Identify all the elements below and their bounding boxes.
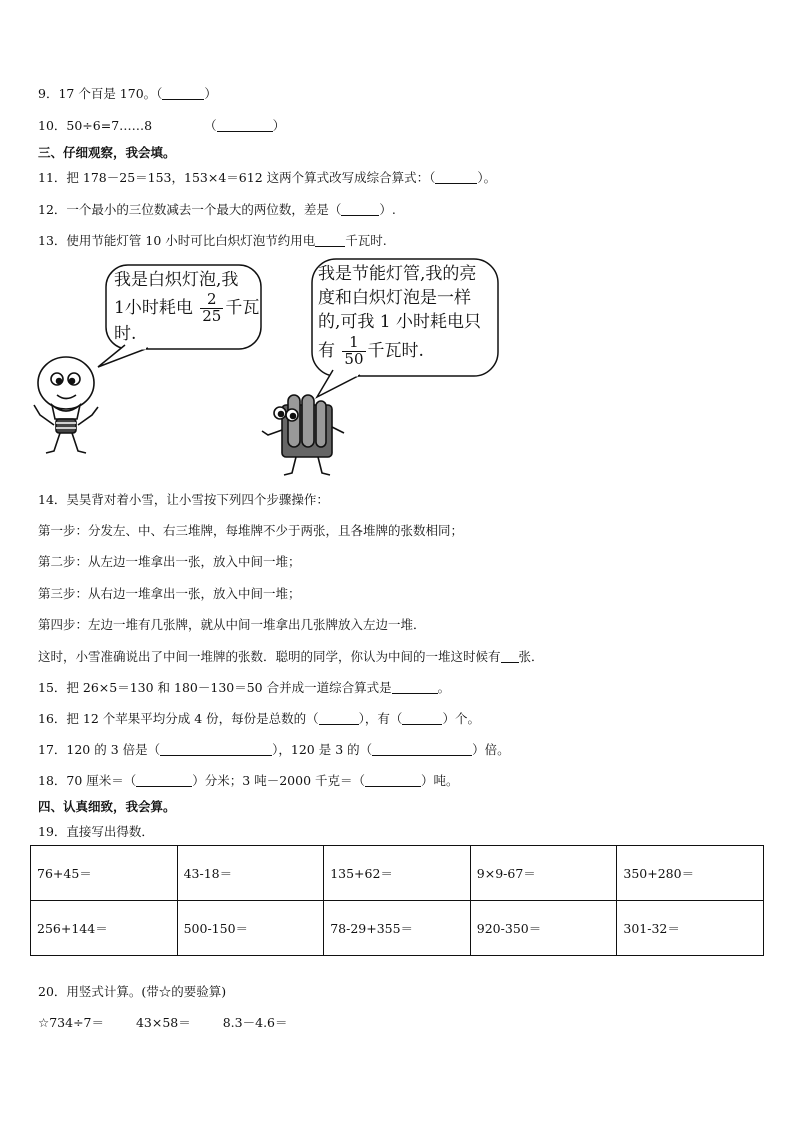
- answer-blank[interactable]: [160, 743, 272, 756]
- fraction-2-25: $\frac{2}{25}$: [202, 290, 222, 325]
- answer-blank[interactable]: [402, 712, 442, 725]
- fraction-1-50: $\frac{1}{50}$: [344, 333, 364, 368]
- question-12: 12．一个最小的三位数减去一个最大的两位数，差是（ ）.: [38, 202, 396, 217]
- answer-blank[interactable]: [341, 203, 379, 216]
- table-cell[interactable]: 500-150＝: [177, 901, 324, 956]
- question-19: 19．直接写出得数．: [38, 824, 154, 839]
- table-row: [31, 846, 764, 901]
- question-20: 20．用竖式计算。(带☆的要验算): [38, 984, 227, 999]
- table-cell[interactable]: 43-18＝: [177, 846, 324, 901]
- vertical-calc-item: ☆734÷7＝: [38, 1015, 104, 1030]
- table-cell[interactable]: 301-32＝: [617, 901, 764, 956]
- vertical-calc-item: 8.3－4.6＝: [222, 1015, 288, 1030]
- bubble-left-text: 我是白炽灯泡,我 1小时耗电 $\frac{2}{25}$ 千瓦 时.: [114, 270, 260, 344]
- question-13-text: 13．使用节能灯管 10 小时可比白炽灯泡节约用电: [38, 233, 316, 248]
- answer-blank[interactable]: [435, 171, 477, 184]
- answer-blank[interactable]: [319, 712, 359, 725]
- answer-blank[interactable]: [501, 650, 519, 663]
- answer-blank[interactable]: [217, 119, 273, 132]
- tube-lamp-character-icon: [262, 395, 344, 475]
- question-16: 16．把 12 个苹果平均分成 4 份，每份是总数的（ ），有（ ）个。: [38, 711, 480, 726]
- answer-blank[interactable]: [372, 743, 472, 756]
- question-14-step2: 第二步：从左边一堆拿出一张，放入中间一堆；: [38, 554, 301, 569]
- table-cell[interactable]: 76+45＝: [31, 846, 178, 901]
- answer-blank[interactable]: [392, 681, 438, 694]
- question-15: 15．把 26×5＝130 和 180－130＝50 合并成一道综合算式是 。: [38, 680, 451, 695]
- question-18: 18．70 厘米＝（ ）分米；3 吨－2000 千克＝（ ）吨。: [38, 773, 459, 788]
- question-14-end: 这时，小雪准确说出了中间一堆牌的张数．聪明的同学，你认为中间的一堆这时候有 张．: [38, 649, 544, 664]
- question-11: 11．把 178－25＝153，153×4＝612 这两个算式改写成综合算式：（ ）。: [38, 170, 497, 185]
- question-12-text: 12．一个最小的三位数减去一个最大的两位数，差是（: [38, 202, 342, 217]
- answer-blank[interactable]: [162, 87, 204, 100]
- bubble-right-text: 我是节能灯管,我的亮 度和白炽灯泡是一样 的,可我 1 小时耗电只 有 $\frac{1}{50}$ 千瓦时.: [318, 264, 482, 368]
- bulb-character-icon: [34, 357, 98, 453]
- question-14-step1: 第一步：分发左、中、右三堆牌，每堆牌不少于两张，且各堆牌的张数相同；: [38, 523, 464, 538]
- answer-blank[interactable]: [365, 774, 421, 787]
- table-cell[interactable]: 135+62＝: [324, 846, 471, 901]
- question-14-step3: 第三步：从右边一堆拿出一张，放入中间一堆；: [38, 586, 301, 601]
- table-cell[interactable]: 920-350＝: [470, 901, 617, 956]
- section-4-heading: 四、认真细致，我会算。: [38, 799, 176, 814]
- question-13: 13．使用节能灯管 10 小时可比白炽灯泡节约用电 千瓦时.: [38, 233, 387, 248]
- question-10: 10．50÷6=7……8 （ ）: [38, 118, 286, 133]
- question-20-items: [38, 1013, 288, 1031]
- table-row: [31, 901, 764, 956]
- question-14-intro: 14．昊昊背对着小雪，让小雪按下列四个步骤操作：: [38, 492, 329, 507]
- answer-blank[interactable]: [315, 234, 345, 247]
- question-14-step4: 第四步：左边一堆有几张牌，就从中间一堆拿出几张牌放入左边一堆．: [38, 617, 426, 632]
- table-cell[interactable]: 256+144＝: [31, 901, 178, 956]
- answer-blank[interactable]: [136, 774, 192, 787]
- question-17: 17．120 的 3 倍是（ ），120 是 3 的（ ）倍。: [38, 742, 510, 757]
- table-cell[interactable]: 9×9-67＝: [470, 846, 617, 901]
- question-11-text: 11．把 178－25＝153，153×4＝612 这两个算式改写成综合算式：（: [38, 170, 436, 185]
- table-cell[interactable]: 78-29+355＝: [324, 901, 471, 956]
- question-9: 9．17 个百是 170。（ ）: [38, 86, 217, 101]
- section-3-heading: 三、仔细观察，我会填。: [38, 145, 176, 160]
- calculation-table: [30, 845, 764, 956]
- question-9-text: 9．17 个百是 170。（: [38, 86, 163, 101]
- question-10-text: 10．50÷6=7……8: [38, 118, 153, 133]
- table-cell[interactable]: 350+280＝: [617, 846, 764, 901]
- vertical-calc-item: 43×58＝: [135, 1015, 191, 1030]
